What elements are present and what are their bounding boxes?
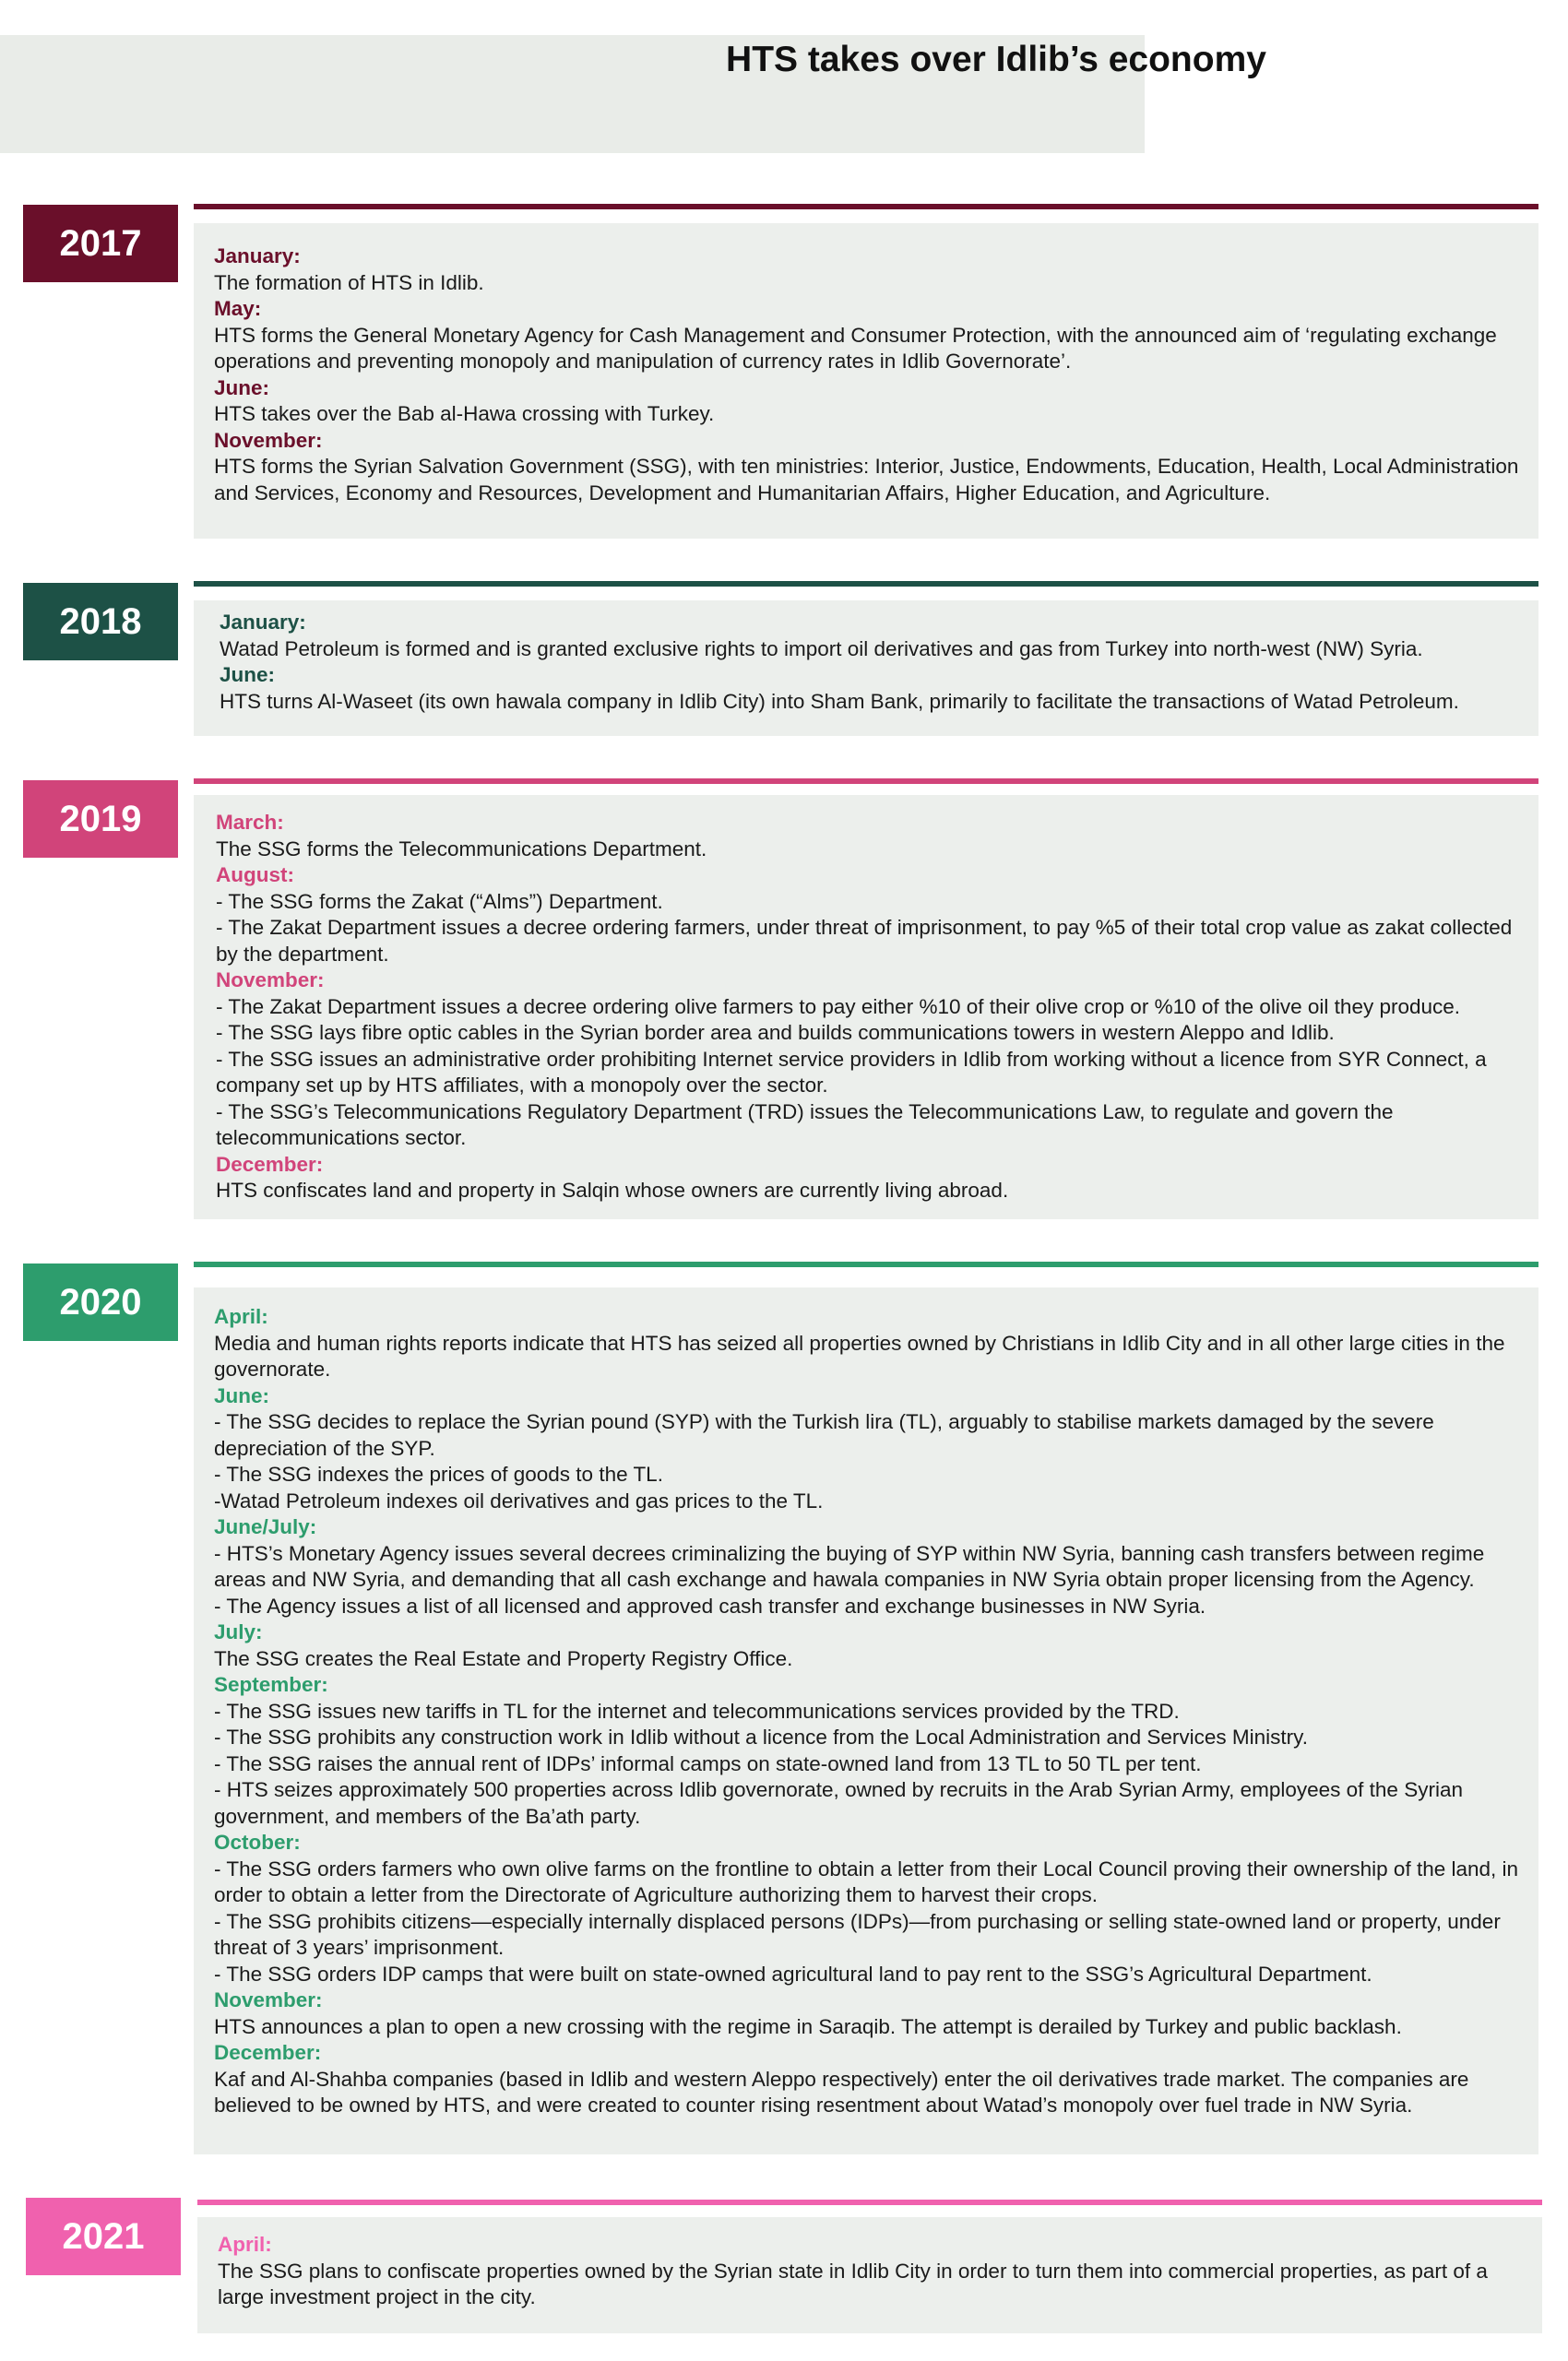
entry-text: - The Agency issues a list of all licensed and approved cash transfer and exchange businesses in NW Syria. xyxy=(214,1594,1206,1618)
month-label: June: xyxy=(220,663,276,686)
month-label: April: xyxy=(218,2233,272,2256)
year-rule-2019 xyxy=(194,778,1538,784)
month-label: November: xyxy=(216,968,325,991)
entry-text: HTS forms the General Monetary Agency for Cash Management and Consumer Protection, with the announced aim of ‘regulating exchange operations and preventing monopoly and manipulation of currency rates in Idlib Governorate’. xyxy=(214,323,1497,373)
month-label: June: xyxy=(214,1383,270,1407)
month-label: November: xyxy=(214,1988,323,2011)
entry-text: HTS confiscates land and property in Salqin whose owners are currently living abroad. xyxy=(216,1179,1009,1202)
entry-text: - The SSG issues new tariffs in TL for the internet and telecommunications services provided by the TRD. xyxy=(214,1699,1180,1723)
entry-text: - HTS seizes approximately 500 properties across Idlib governorate, owned by recruits in the Arab Syrian Army, employees of the Syrian government, and members of the Ba’ath party. xyxy=(214,1778,1463,1828)
month-label: June: xyxy=(214,375,270,399)
entry-text: The SSG creates the Real Estate and Property Registry Office. xyxy=(214,1646,793,1670)
entry-text: - The SSG orders farmers who own olive farms on the frontline to obtain a letter from their Local Council proving their ownership of the land, in order to obtain a letter from the Directorate of Agriculture authorizing them to harvest their crops. xyxy=(214,1857,1519,1906)
entry-text: - The Zakat Department issues a decree ordering farmers, under threat of imprisonment, to pay %5 of their total crop value as zakat collected by the department. xyxy=(216,916,1513,966)
month-label: July: xyxy=(214,1620,263,1643)
entry-text: HTS turns Al-Waseet (its own hawala company in Idlib City) into Sham Bank, primarily to facilitate the transactions of Watad Petroleum. xyxy=(220,689,1459,713)
year-panel-2017 xyxy=(194,223,1538,539)
entry-text: The SSG plans to confiscate properties owned by the Syrian state in Idlib City in order to turn them into commercial properties, as part of a large investment project in the city. xyxy=(218,2259,1488,2308)
entry-text: - The SSG forms the Zakat (“Alms”) Department. xyxy=(216,889,663,913)
month-label: December: xyxy=(216,1152,324,1176)
entry-text: - The SSG raises the annual rent of IDPs’ informal camps on state-owned land from 13 TL to 50 TL per tent. xyxy=(214,1751,1202,1775)
year-rule-2018 xyxy=(194,581,1538,587)
entry-text: Kaf and Al-Shahba companies (based in Idlib and western Aleppo respectively) enter the oil derivatives trade market. The companies are believed to be owned by HTS, and were created to counter rising resentment about Watad’s monopoly over fuel trade in NW Syria. xyxy=(214,2067,1469,2117)
month-label: October: xyxy=(214,1831,301,1854)
entry-text: - The Zakat Department issues a decree ordering olive farmers to pay either %10 of their olive crop or %10 of the olive oil they produce. xyxy=(216,994,1461,1018)
entry-text: - The SSG issues an administrative order prohibiting Internet service providers in Idlib from working without a licence from SYR Connect, a company set up by HTS affiliates, with a monopoly over the sector. xyxy=(216,1047,1487,1097)
month-label: January: xyxy=(214,244,301,267)
year-panel-2020 xyxy=(194,1287,1538,2154)
month-label: May: xyxy=(214,297,262,320)
year-panel-2018 xyxy=(194,600,1538,736)
month-label: November: xyxy=(214,428,323,452)
entry-text: - The SSG orders IDP camps that were built on state-owned agricultural land to pay rent to the SSG’s Agricultural Department. xyxy=(214,1962,1372,1986)
entry-text: HTS forms the Syrian Salvation Government (SSG), with ten ministries: Interior, Justice, Endowments, Education, Health, Local Administration and Services, Economy and Resources, Development and Humanitarian Affairs, Higher Education, and Agriculture. xyxy=(214,455,1519,504)
page-title: HTS takes over Idlib’s economy xyxy=(726,40,1266,79)
year-badge-2021: 2021 xyxy=(26,2198,181,2275)
entry-text: -Watad Petroleum indexes oil derivatives and gas prices to the TL. xyxy=(214,1489,824,1513)
entry-text: The SSG forms the Telecommunications Department. xyxy=(216,836,707,860)
entry-text: HTS takes over the Bab al-Hawa crossing with Turkey. xyxy=(214,402,715,425)
entry-text: - The SSG prohibits any construction work in Idlib without a licence from the Local Administration and Services Ministry. xyxy=(214,1726,1308,1749)
entry-text: - The SSG indexes the prices of goods to the TL. xyxy=(214,1463,663,1486)
year-rule-2021 xyxy=(197,2200,1542,2205)
month-label: March: xyxy=(216,811,284,834)
month-label: December: xyxy=(214,2041,322,2064)
entry-text: Watad Petroleum is formed and is granted exclusive rights to import oil derivatives and gas from Turkey into north-west (NW) Syria. xyxy=(220,636,1423,660)
year-badge-2017: 2017 xyxy=(23,205,178,282)
year-badge-2018: 2018 xyxy=(23,583,178,660)
entry-text: - The SSG prohibits citizens—especially internally displaced persons (IDPs)—from purchasing or selling state-owned land or property, under threat of 3 years’ imprisonment. xyxy=(214,1909,1501,1959)
entry-text: The formation of HTS in Idlib. xyxy=(214,270,484,294)
month-label: September: xyxy=(214,1673,328,1696)
year-panel-2021 xyxy=(197,2217,1542,2333)
month-label: January: xyxy=(220,611,306,634)
entry-text: Media and human rights reports indicate that HTS has seized all properties owned by Christians in Idlib City and in all other large cities in the governorate. xyxy=(214,1331,1505,1381)
year-rule-2020 xyxy=(194,1262,1538,1267)
entry-text: - The SSG decides to replace the Syrian pound (SYP) with the Turkish lira (TL), arguably to stabilise markets damaged by the severe depreciation of the SYP. xyxy=(214,1410,1434,1460)
month-label: June/July: xyxy=(214,1515,317,1538)
year-badge-2020: 2020 xyxy=(23,1264,178,1341)
entry-text: - The SSG’s Telecommunications Regulatory Department (TRD) issues the Telecommunications Law, to regulate and govern the telecommunications sector. xyxy=(216,1099,1394,1149)
month-label: August: xyxy=(216,863,294,886)
entry-text: - The SSG lays fibre optic cables in the Syrian border area and builds communications towers in western Aleppo and Idlib. xyxy=(216,1021,1335,1044)
month-label: April: xyxy=(214,1305,268,1328)
entry-text: - HTS’s Monetary Agency issues several decrees criminalizing the buying of SYP within NW Syria, banning cash transfers between regime areas and NW Syria, and demanding that all cash exchange and hawala companies in NW Syria obtain proper licensing from the Agency. xyxy=(214,1541,1485,1591)
entry-text: HTS announces a plan to open a new crossing with the regime in Saraqib. The attempt is derailed by Turkey and public backlash. xyxy=(214,2014,1402,2038)
year-badge-2019: 2019 xyxy=(23,780,178,858)
year-rule-2017 xyxy=(194,204,1538,209)
year-panel-2019 xyxy=(194,795,1538,1219)
